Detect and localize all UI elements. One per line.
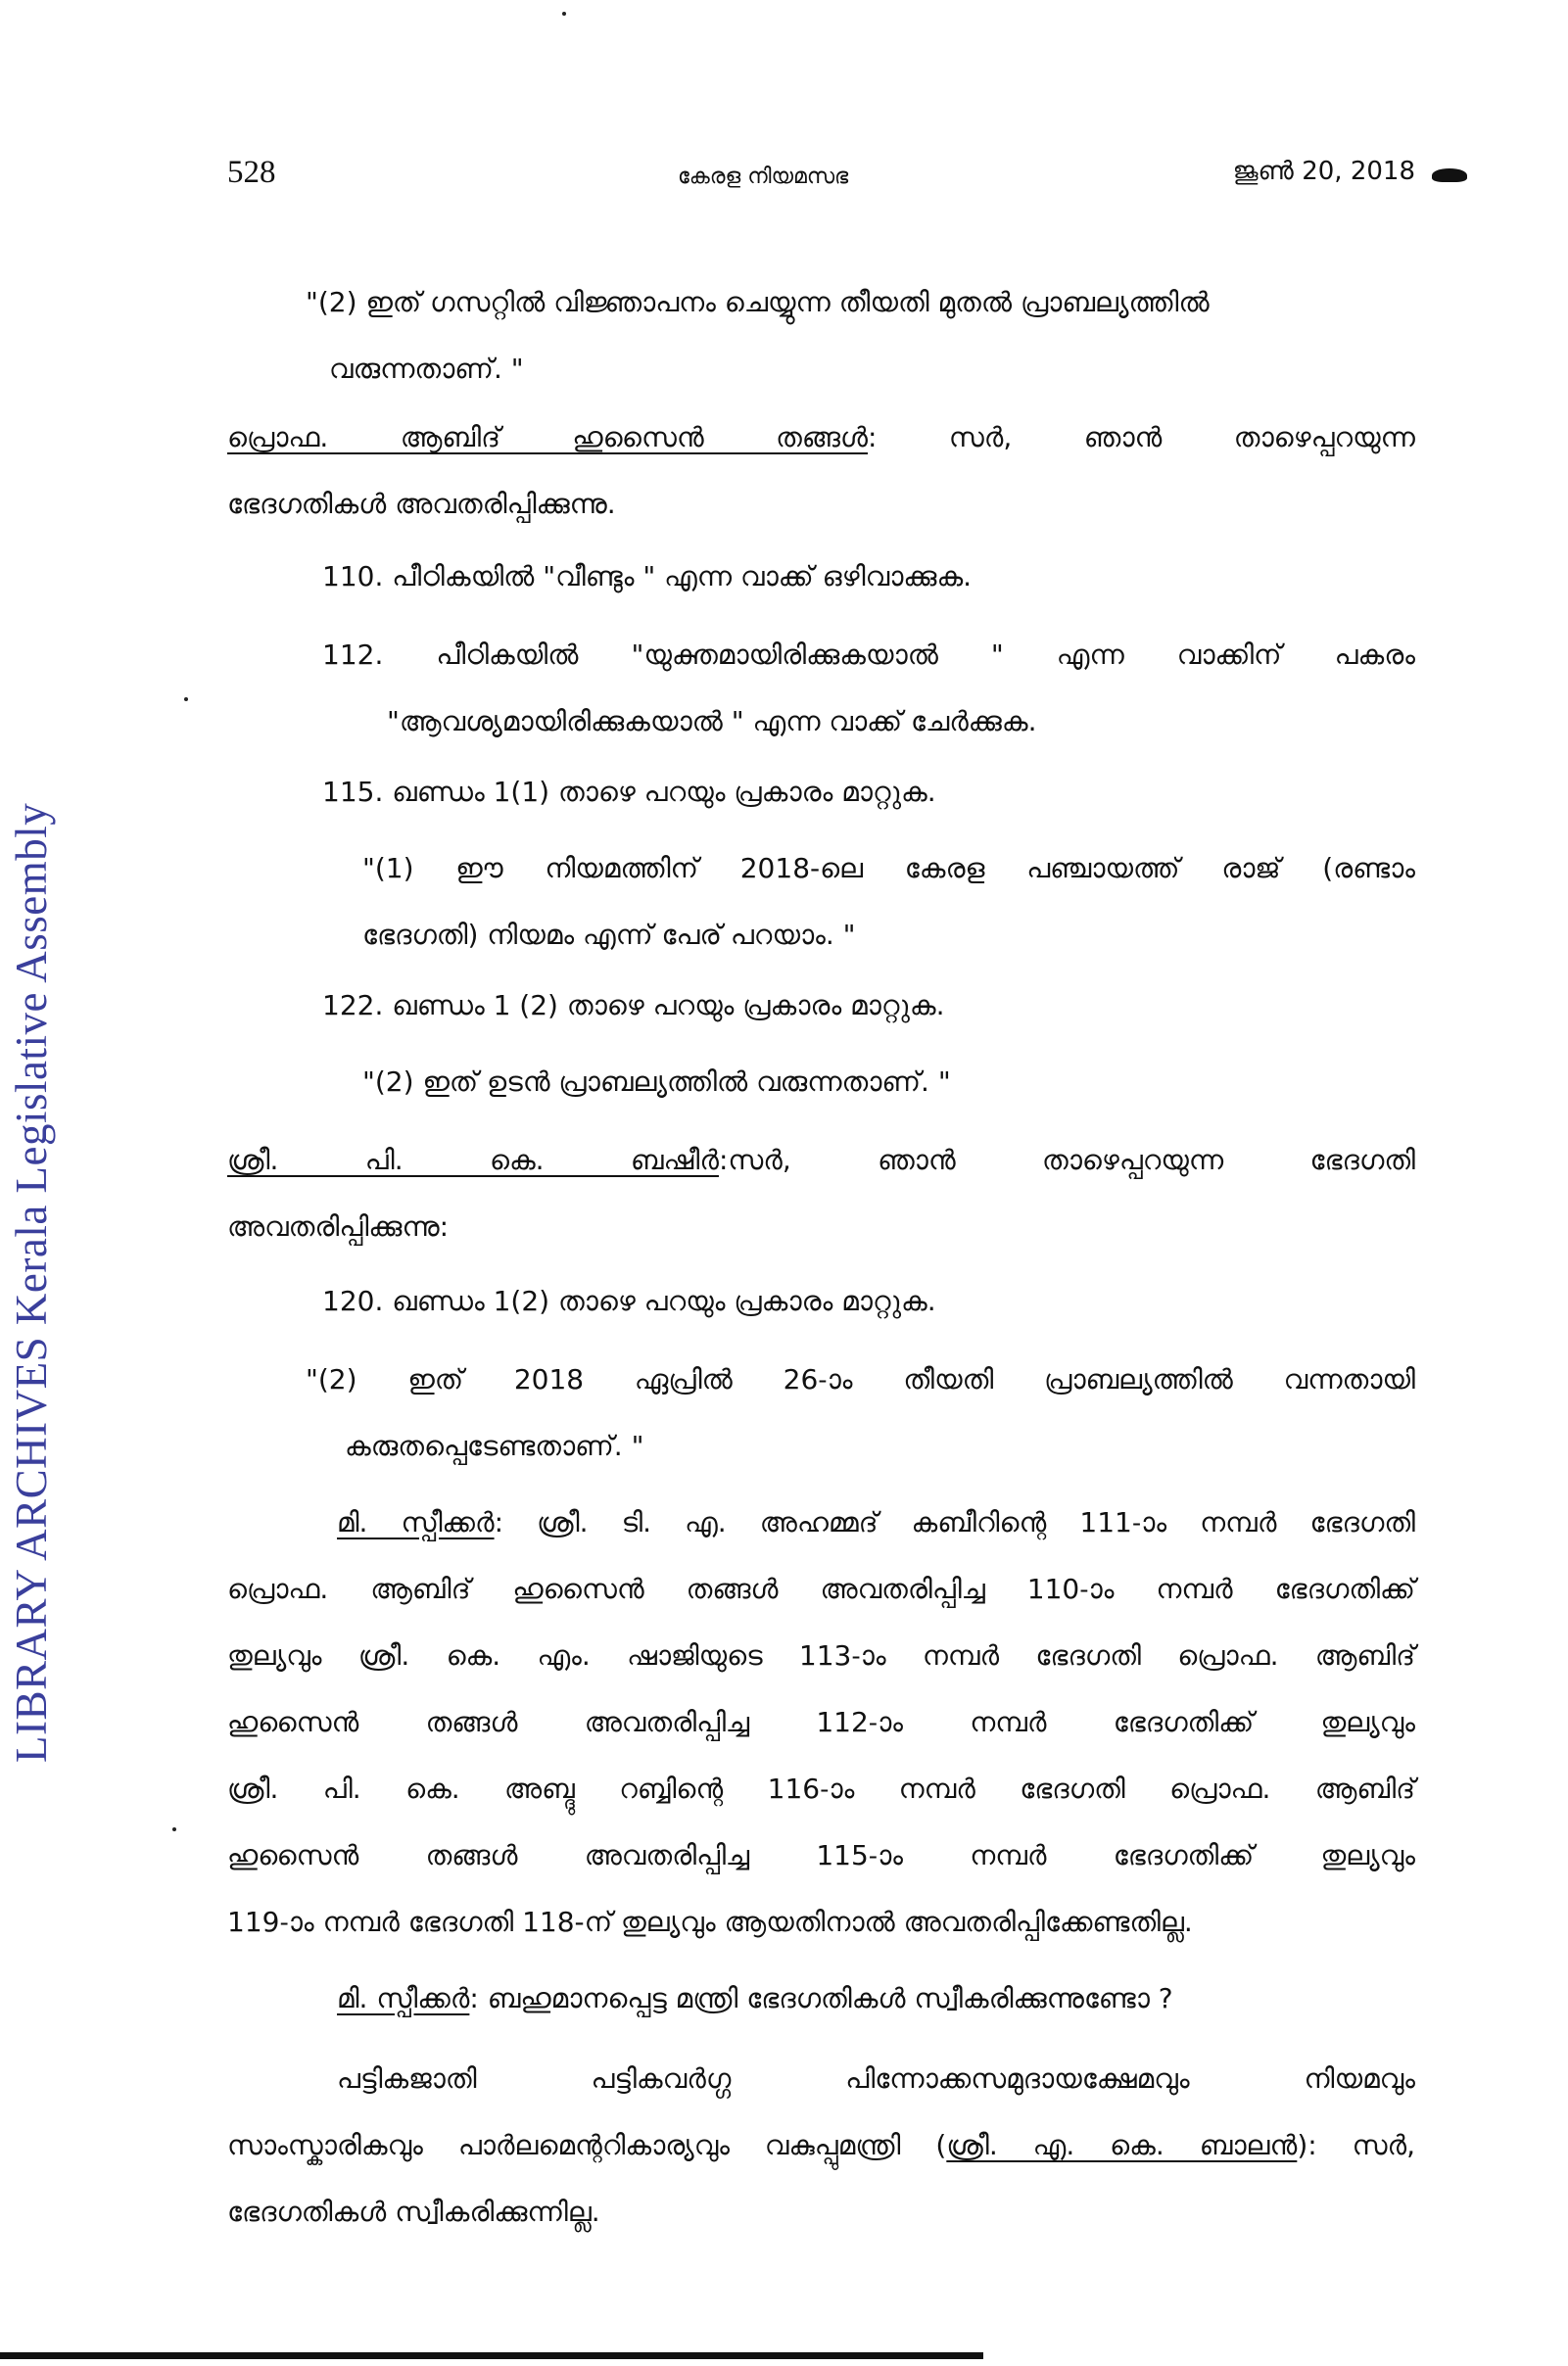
scan-speck: [562, 12, 566, 16]
scan-speck: [172, 1827, 176, 1831]
speaker-name: പ്രൊഫ. ആബിദ് ഹുസൈൻ തങ്ങൾ: [227, 421, 869, 453]
quoted-amendment-3: "(2) ഇത് ഉടൻ പ്രാബല്യത്തിൽ വരുന്നതാണ്. ": [362, 1065, 951, 1098]
text-line: [227, 404, 1415, 471]
speaker-question: [337, 1965, 1415, 2032]
running-title: കേരള നിയമസഭ: [678, 165, 849, 189]
speaker-paragraph-abid: [227, 404, 1415, 538]
text-line: [227, 1127, 1415, 1194]
amendment-112: [322, 622, 1415, 755]
text-line: കരുതപ്പെടേണ്ടതാണ്. ": [345, 1430, 644, 1462]
text-line: [227, 1490, 1415, 1556]
text-line: 112. പീഠികയിൽ "യുക്തമായിരിക്കുകയാൽ " എന്ന വാക്കിന് പകരം: [322, 639, 1415, 671]
speaker-paragraph-basheer: [227, 1127, 1415, 1260]
quoted-amendment-4: [306, 1347, 1415, 1480]
minister-name: ശ്രീ. എ. കെ. ബാലൻ: [946, 2129, 1298, 2161]
amendment-120: 120. ഖണ്ഡം 1(2) താഴെ പറയും പ്രകാരം മാറ്റുക.: [322, 1285, 936, 1317]
page-header: [227, 155, 1415, 204]
text-line: 119-ാം നമ്പർ ഭേദഗതി 118-ന് തുല്യവും ആയതിനാൽ അവതരിപ്പിക്കേണ്ടതില്ല.: [227, 1906, 1193, 1938]
speaker-text: : ബഹുമാനപ്പെട്ട മന്ത്രി ഭേദഗതികൾ സ്വീകരിക്കുന്നുണ്ടോ ?: [469, 1982, 1173, 2014]
quoted-amendment-1: [306, 269, 1415, 402]
speaker-ruling-paragraph: [227, 1490, 1415, 1956]
text-line: പട്ടികജാതി പട്ടികവർഗ്ഗ പിന്നോക്കസമുദായക്ഷേമവും നിയമവും: [337, 2062, 1415, 2095]
text-line: ഭേദഗതികൾ അവതരിപ്പിക്കുന്നു.: [227, 488, 616, 520]
text-line: "ആവശ്യമായിരിക്കുകയാൽ " എന്ന വാക്ക് ചേർക്കുക.: [387, 705, 1037, 737]
text-line: ശ്രീ. പി. കെ. അബ്ദു റബ്ബിന്റെ 116-ാം നമ്പർ ഭേദഗതി പ്രൊഫ. ആബിദ്: [227, 1773, 1415, 1805]
amendment-110: 110. പീഠികയിൽ "വീണ്ടും " എന്ന വാക്ക് ഒഴിവാക്കുക.: [322, 560, 973, 592]
minister-response-paragraph: [227, 2046, 1415, 2246]
text-line: ഹുസൈൻ തങ്ങൾ അവതരിപ്പിച്ച 112-ാം നമ്പർ ഭേദഗതിക്ക് തുല്യവും: [227, 1706, 1415, 1738]
archive-watermark: LIBRARY ARCHIVES Kerala Legislative Assembly: [7, 802, 56, 1763]
scan-speck: [184, 697, 188, 701]
text-line: ഹുസൈൻ തങ്ങൾ അവതരിപ്പിച്ച 115-ാം നമ്പർ ഭേദഗതിക്ക് തുല്യവും: [227, 1839, 1415, 1871]
speaker-text: : ശ്രീ. ടി. എ. അഹമ്മദ് കബീറിന്റെ 111-ാം നമ്പർ ഭേദഗതി: [494, 1506, 1415, 1538]
quoted-amendment-2: [362, 835, 1415, 969]
minister-text: ): സർ,: [1297, 2129, 1416, 2161]
text-line: അവതരിപ്പിക്കുന്നു:: [227, 1210, 450, 1243]
text-line: വരുന്നതാണ്. ": [329, 353, 524, 385]
speaker-text: :സർ, ഞാൻ താഴെപ്പറയുന്ന ഭേദഗതി: [718, 1144, 1415, 1176]
amendment-122: 122. ഖണ്ഡം 1 (2) താഴെ പറയും പ്രകാരം മാറ്റുക.: [322, 989, 945, 1021]
speaker-name: ശ്രീ. പി. കെ. ബഷീർ: [227, 1144, 719, 1176]
minister-title: സാംസ്കാരികവും പാർലമെന്ററികാര്യവും വകുപ്പുമന്ത്രി (: [227, 2129, 947, 2161]
running-date: ജൂൺ 20, 2018: [1232, 157, 1415, 186]
scan-edge-line: [0, 2352, 983, 2359]
text-line: [227, 2112, 1415, 2179]
speaker-text: : സർ, ഞാൻ താഴെപ്പറയുന്ന: [868, 421, 1415, 453]
speaker-name: മി. സ്പീക്കർ: [337, 1506, 495, 1538]
text-line: പ്രൊഫ. ആബിദ് ഹുസൈൻ തങ്ങൾ അവതരിപ്പിച്ച 110-ാം നമ്പർ ഭേദഗതിക്ക്: [227, 1573, 1415, 1605]
text-line: ഭേദഗതി) നിയമം എന്ന് പേര് പറയാം. ": [362, 919, 856, 951]
text-line: തുല്യവും ശ്രീ. കെ. എം. ഷാജിയുടെ 113-ാം നമ്പർ ഭേദഗതി പ്രൊഫ. ആബിദ്: [227, 1639, 1415, 1672]
text-line: ഭേദഗതികൾ സ്വീകരിക്കുന്നില്ല.: [227, 2196, 600, 2228]
text-line: "(2) ഇത് ഗസറ്റിൽ വിജ്ഞാപനം ചെയ്യുന്ന തീയതി മുതൽ പ്രാബല്യത്തിൽ: [306, 286, 1210, 318]
amendment-115: 115. ഖണ്ഡം 1(1) താഴെ പറയും പ്രകാരം മാറ്റുക.: [322, 776, 936, 808]
speaker-name: മി. സ്പീക്കർ: [337, 1982, 470, 2014]
page-number: 528: [227, 155, 276, 190]
text-line: "(2) ഇത് 2018 ഏപ്രിൽ 26-ാം തീയതി പ്രാബല്യത്തിൽ വന്നതായി: [306, 1363, 1415, 1396]
scan-mark: [1432, 168, 1467, 182]
text-line: "(1) ഈ നിയമത്തിന് 2018-ലെ കേരള പഞ്ചായത്ത് രാജ് (രണ്ടാം: [362, 852, 1415, 884]
